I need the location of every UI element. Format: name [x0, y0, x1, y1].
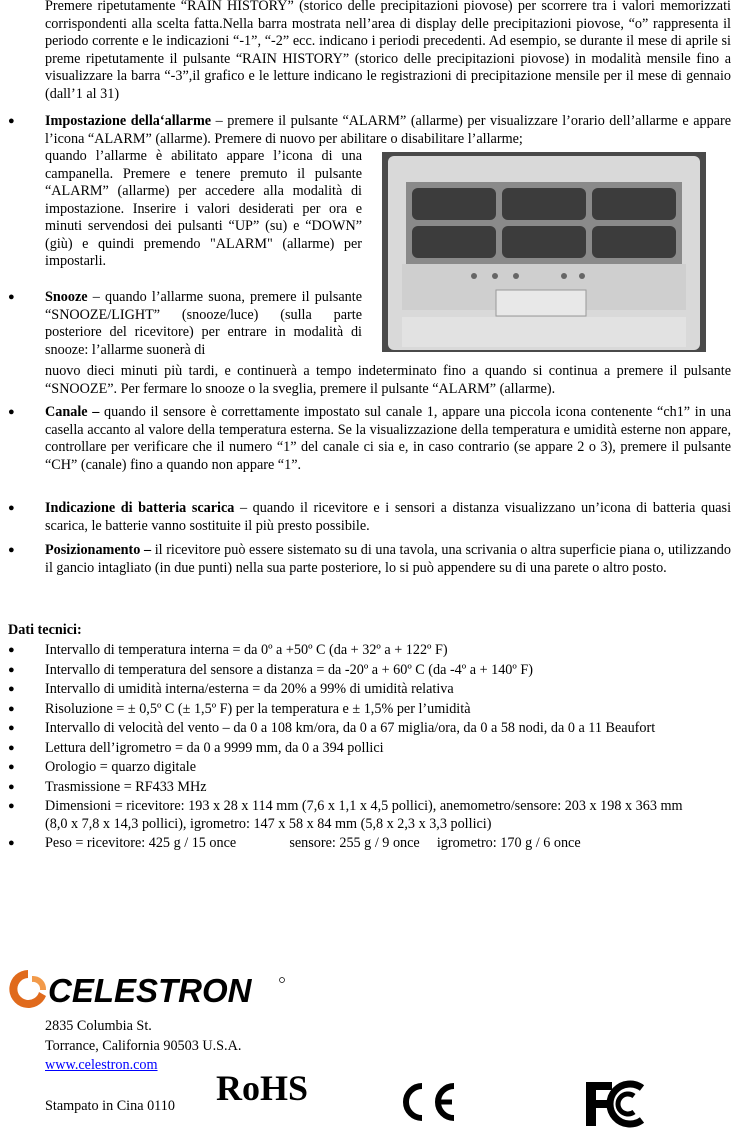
ce-mark-icon [392, 1078, 464, 1126]
bullet-dot: ● [8, 644, 15, 656]
canale-text: quando il sensore è correttamente impostato sul canale 1, appare una piccola icona contenente “ch1” in una casella accanto al valore della temperatura esterna. Se la visualizzazione della temperatura e umidità esterne non appare, controllare per verificare che il numero “1” del canale ci sia e, in caso contrario (se appare 2 o 3), premere il pulsante “CH” (canale) fino a quando non appare “1”. [45, 404, 731, 473]
peso-igrometro: igrometro: 170 g / 6 once [436, 835, 581, 851]
tech-item [0, 681, 705, 699]
tech-item-text: Intervallo di umidità interna/esterna = da 20% a 99% di umidità relativa [45, 681, 454, 697]
tech-item [0, 759, 705, 777]
positioning-text: il ricevitore può essere sistemato su di una tavola, una scrivania o altra superficie piana o, utilizzando il gancio intagliato (in due punti) nella sua parte posteriore, lo si può appendere su di una parete o altro posto. [45, 542, 731, 576]
tech-item [0, 740, 705, 758]
address-city: Torrance, California 90503 U.S.A. [45, 1037, 242, 1054]
snooze-text-continued [45, 363, 731, 398]
bullet-dot: ● [8, 115, 15, 127]
tech-item-text: Lettura dell’igrometro = da 0 a 9999 mm, da 0 a 394 pollici [45, 739, 384, 756]
celestron-wordmark: CELESTRON [48, 972, 252, 1009]
tech-list [0, 642, 731, 853]
tech-item [0, 701, 705, 719]
tech-item-text: Intervallo di temperatura del sensore a distanza = da -20º a + 60º C (da -4º a + 140º F) [45, 661, 533, 678]
positioning-title: Posizionamento – [45, 542, 152, 558]
bullet-snooze [0, 289, 362, 359]
bullet-dot: ● [8, 683, 15, 695]
bullet-alarm [0, 113, 731, 148]
fcc-mark-icon [582, 1078, 652, 1130]
bullet-dot: ● [8, 761, 15, 773]
bullet-dot: ● [8, 663, 15, 676]
tech-item-peso [0, 835, 705, 853]
tech-item-text: Trasmissione = RF433 MHz [45, 778, 207, 795]
alarm-title: Impostazione della‘allarme [45, 113, 212, 129]
canale-title: Canale – [45, 404, 100, 420]
bullet-canale [0, 404, 731, 474]
bullet-dot: ● [8, 722, 15, 734]
snooze-text-2: nuovo dieci minuti più tardi, e continuerà a tempo indeterminato fino a quando si continua a premere il pulsante “SNOOZE”. Per fermare lo snooze o la sveglia, premere il pulsante “ALARM” (allarme). [45, 363, 731, 397]
alarm-text-2: quando l’allarme è abilitato appare l’icona di una campanella. Premere e tenere premuto il pulsante “ALARM” (allarme) per accedere alla modalità di impostazione. Inserire i valori desiderati per ora e minuti servendosi dei pulsanti “UP” (su) e “DOWN” (giù) e quindi premendo "ALARM" (allarme) per impostarli. [45, 148, 362, 269]
tech-item-text: Risoluzione = ± 0,5º C (± 1,5º F) per la temperatura e ± 1,5% per l’umidità [45, 700, 471, 717]
tech-heading: Dati tecnici: [8, 622, 82, 638]
tech-item-text: Dimensioni = ricevitore: 193 x 28 x 114 mm (7,6 x 1,1 x 4,5 pollici), anemometro/sensore: 203 x 198 x 363 mm (8,0 x 7,8 x 14,3 pollici), igrometro: 147 x 58 x 84 mm (5,8 x 2,3 x 3,3 pollici) [45, 798, 683, 832]
bullet-dot: ● [8, 780, 15, 793]
tech-item [0, 798, 705, 833]
bullet-dot: ● [8, 544, 15, 556]
peso-sensor: sensore: 255 g / 9 once [289, 835, 420, 851]
tech-item-text: Orologio = quarzo digitale [45, 759, 197, 775]
battery-title: Indicazione di batteria scarica [45, 500, 235, 516]
rohs-mark: RoHS [216, 1068, 309, 1108]
tech-item-text: Intervallo di velocità del vento – da 0 a 108 km/ora, da 0 a 67 miglia/ora, da 0 a 58 nodi, da 0 a 11 Beaufort [45, 720, 656, 736]
bullet-battery [0, 500, 731, 535]
peso-receiver: Peso = ricevitore: 425 g / 15 once [45, 835, 237, 851]
tech-item [0, 642, 705, 660]
bullet-dot: ● [8, 502, 15, 514]
bullet-dot: ● [8, 406, 15, 418]
snooze-title: Snooze [45, 289, 88, 305]
rain-history-paragraph [45, 0, 731, 103]
tech-item [0, 662, 705, 680]
alarm-text: – premere il pulsante “ALARM” (allarme) per visualizzare l’orario dell’allarme e appare l’icona “ALARM” (allarme). Premere di nuovo per abilitare o disabilitare l’allarme; [45, 113, 731, 147]
printed-in-china: Stampato in Cina 0110 [45, 1098, 175, 1114]
alarm-text-continued [45, 148, 362, 271]
bullet-positioning [0, 542, 731, 577]
website-link[interactable]: www.celestron.com [45, 1057, 158, 1073]
bullet-dot: ● [8, 291, 15, 303]
snooze-text: – quando l’allarme suona, premere il pulsante “SNOOZE/LIGHT” (snooze/luce) (sulla parte posteriore del ricevitore) per entrare in modalità di snooze: l’allarme suonerà di [45, 289, 362, 358]
tech-item [0, 720, 705, 738]
tech-item [0, 779, 705, 797]
battery-text: – quando il ricevitore e i sensori a distanza visualizzano un’icona di batteria quasi scarica, le batterie vanno sostituite il più presto possibile. [45, 500, 731, 534]
bullet-dot: ● [8, 837, 15, 849]
bullet-dot: ● [8, 741, 15, 754]
bullet-dot: ● [8, 800, 15, 812]
bullet-dot: ● [8, 702, 15, 715]
tech-item-text: Intervallo di temperatura interna = da 0º a +50º C (da + 32º a + 122º F) [45, 642, 448, 658]
rain-history-text: Premere ripetutamente “RAIN HISTORY” (storico delle precipitazioni piovose) per scorrere tra i valori memorizzati corrispondenti alla scelta fatta.Nella barra mostrata nell’area di display delle precipitazioni piovose, “o” rappresenta il periodo corrente e le indicazioni “-1”, “-2” ecc. indicano i periodi precedenti. Ad esempio, se durante il mese di aprile si preme ripetutamente il pulsante “RAIN HISTORY” (storico delle precipitazioni piovose) in modalità mensile fino a visualizzare la barra “-3”,il grafico e le letture indicano le registrazioni di precipitazione mensile per il mese di gennaio (dall’1 al 31) [45, 0, 731, 102]
receiver-battery-photo [382, 152, 706, 352]
celestron-logo [6, 968, 296, 1010]
address-street: 2835 Columbia St. [45, 1018, 152, 1034]
address-block [45, 1017, 241, 1076]
